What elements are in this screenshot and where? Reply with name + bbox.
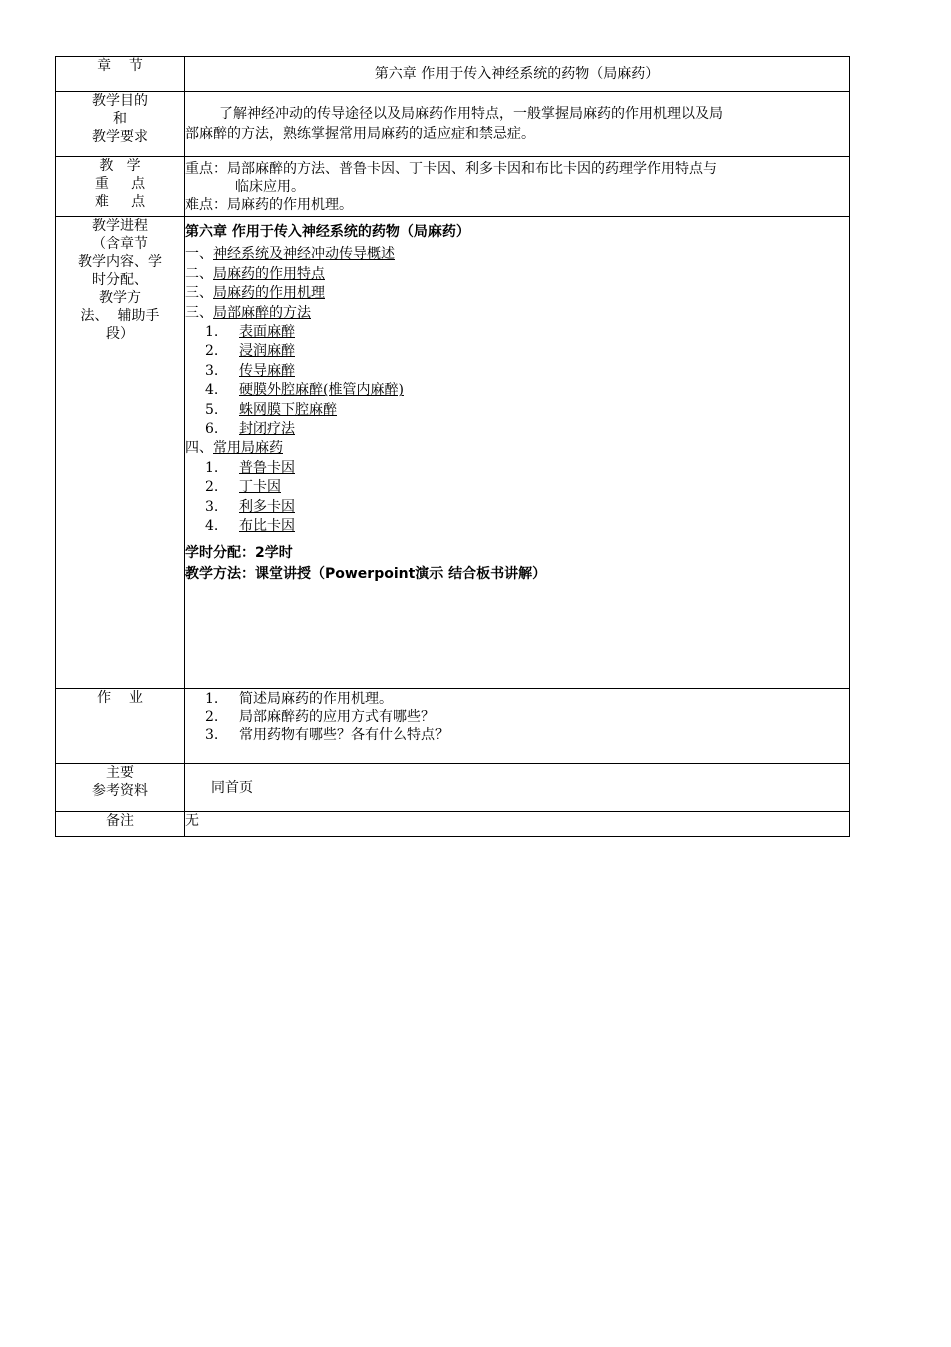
section-item: 四、常用局麻药 [185,440,283,457]
references-row [56,764,850,812]
chapter-label: 章 节 [56,57,185,92]
references-label: 主要 参考资料 [56,764,185,812]
objectives-text [185,92,850,157]
method-item: 5. 蛛网膜下腔麻醉 [205,401,337,418]
lesson-plan-table [55,56,850,837]
section-item: 三、局部麻醉的方法 [185,304,311,321]
key-points-label: 教 学 重 点 难 点 [56,157,185,217]
drug-item: 2. 丁卡因 [205,479,281,496]
section-title: 局部麻醉的方法 [213,304,311,321]
process-heading: 第六章 作用于传入神经系统的药物（局麻药） [185,224,470,240]
section-title: 局麻药的作用特点 [213,265,325,282]
method-item: 2. 浸润麻醉 [205,343,295,360]
objectives-line-2: 部麻醉的方法，熟练掌握常用局麻药的适应症和禁忌症。 [185,126,535,142]
key-points-text [185,157,850,217]
process-row [56,217,850,689]
objectives-line-1: 了解神经冲动的传导途径以及局麻药作用特点，一般掌握局麻药的作用机理以及局 [219,106,723,122]
drug-item: 1. 普鲁卡因 [205,459,295,476]
method-item: 6. 封闭疗法 [205,421,295,438]
section-title: 常用局麻药 [213,440,283,457]
chapter-value: 第六章 作用于传入神经系统的药物（局麻药） [185,57,850,92]
key-points-row [56,157,850,217]
homework-label: 作 业 [56,689,185,764]
section-title: 局麻药的作用机理 [213,285,325,302]
homework-item: 1. 简述局麻药的作用机理。 [205,691,393,707]
difficulty-line: 难点：局麻药的作用机理。 [185,196,353,213]
method-item: 1. 表面麻醉 [205,324,295,341]
section-item: 二、局麻药的作用特点 [185,265,325,282]
method-item: 4. 硬膜外腔麻醉(椎管内麻醉) [205,382,404,399]
references-value: 同首页 [185,764,850,812]
homework-item: 3. 常用药物有哪些？各有什么特点？ [205,727,449,743]
homework-content [185,689,850,764]
notes-value: 无 [185,812,850,837]
notes-label: 备注 [56,812,185,837]
teaching-method: 教学方法：课堂讲授（Powerpoint演示 结合板书讲解） [185,565,547,582]
process-content [185,217,850,689]
focus-line-2: 临床应用。 [235,178,305,195]
section-item: 三、局麻药的作用机理 [185,285,325,302]
process-label: 教学进程 （含章节 教学内容、学 时分配、 教学方 法、 辅助手 段） [56,217,185,689]
focus-line-1: 重点：局部麻醉的方法、普鲁卡因、丁卡因、利多卡因和布比卡因的药理学作用特点与 [185,160,717,177]
objectives-label: 教学目的 和 教学要求 [56,92,185,157]
notes-row [56,812,850,837]
section-item: 一、神经系统及神经冲动传导概述 [185,246,395,263]
method-item: 3. 传导麻醉 [205,362,295,379]
objectives-row [56,92,850,157]
hours-allocation: 学时分配：2学时 [185,544,293,561]
homework-item: 2. 局部麻醉药的应用方式有哪些？ [205,709,435,725]
section-title: 神经系统及神经冲动传导概述 [213,246,395,263]
chapter-row [56,57,850,92]
drug-item: 4. 布比卡因 [205,518,295,535]
homework-row [56,689,850,764]
drug-item: 3. 利多卡因 [205,498,295,515]
